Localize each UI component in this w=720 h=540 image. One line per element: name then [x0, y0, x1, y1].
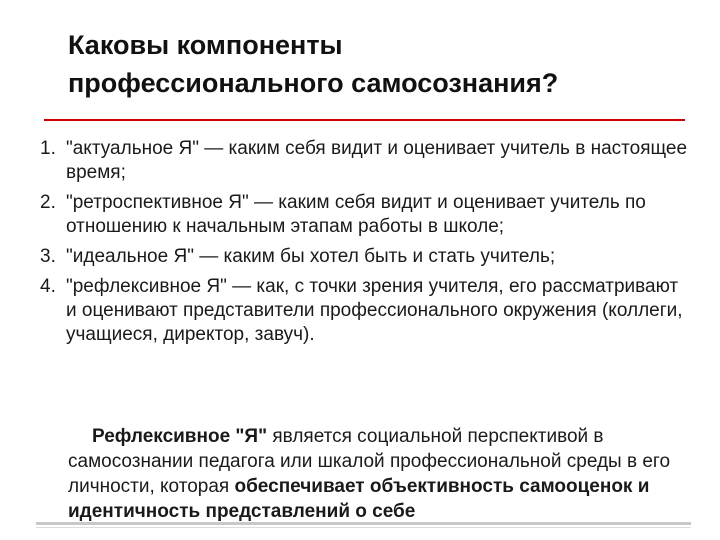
- list-item-text: "рефлексивное Я" — как, с точки зрения учителя, его рассматривают и оценивают представители профессионального окружения (коллеги, учащиеся, директор, завуч).: [66, 276, 683, 345]
- reflexive-self-paragraph: [68, 424, 688, 524]
- list-item: [40, 191, 690, 239]
- list-item-text: "идеальное Я" — каким бы хотел быть и стать учитель;: [66, 246, 556, 267]
- list-item-number: 4.: [40, 276, 56, 297]
- list-item: [40, 245, 690, 269]
- list-item-text: "актуальное Я" — каким себя видит и оценивает учитель в настоящее время;: [66, 138, 688, 183]
- bottom-rule-secondary: [36, 527, 691, 528]
- bottom-rule: [36, 522, 691, 525]
- paragraph-text: является социальной перспективой в самосознании педагога или шкалой профессиональной среды в его личности, которая: [68, 426, 671, 497]
- list-item: [40, 137, 690, 185]
- paragraph-bold-start: Рефлексивное "Я": [92, 426, 268, 447]
- list-item-number: 1.: [40, 138, 56, 159]
- title-underline: [44, 119, 685, 121]
- slide-title: [68, 26, 688, 102]
- list-item-number: 2.: [40, 192, 56, 213]
- list-item-number: 3.: [40, 246, 56, 267]
- components-list: [40, 137, 690, 353]
- slide-title-line-2: профессионального самосознания?: [68, 68, 559, 98]
- list-item-text: "ретроспективное Я" — каким себя видит и оценивает учитель по отношению к начальным этапам работы в школе;: [66, 192, 646, 237]
- list-item: [40, 275, 690, 347]
- slide-title-line-1: Каковы компоненты: [68, 30, 343, 60]
- paragraph-bold-end: обеспечивает объективность самооценок и идентичность представлений о себе: [68, 476, 650, 522]
